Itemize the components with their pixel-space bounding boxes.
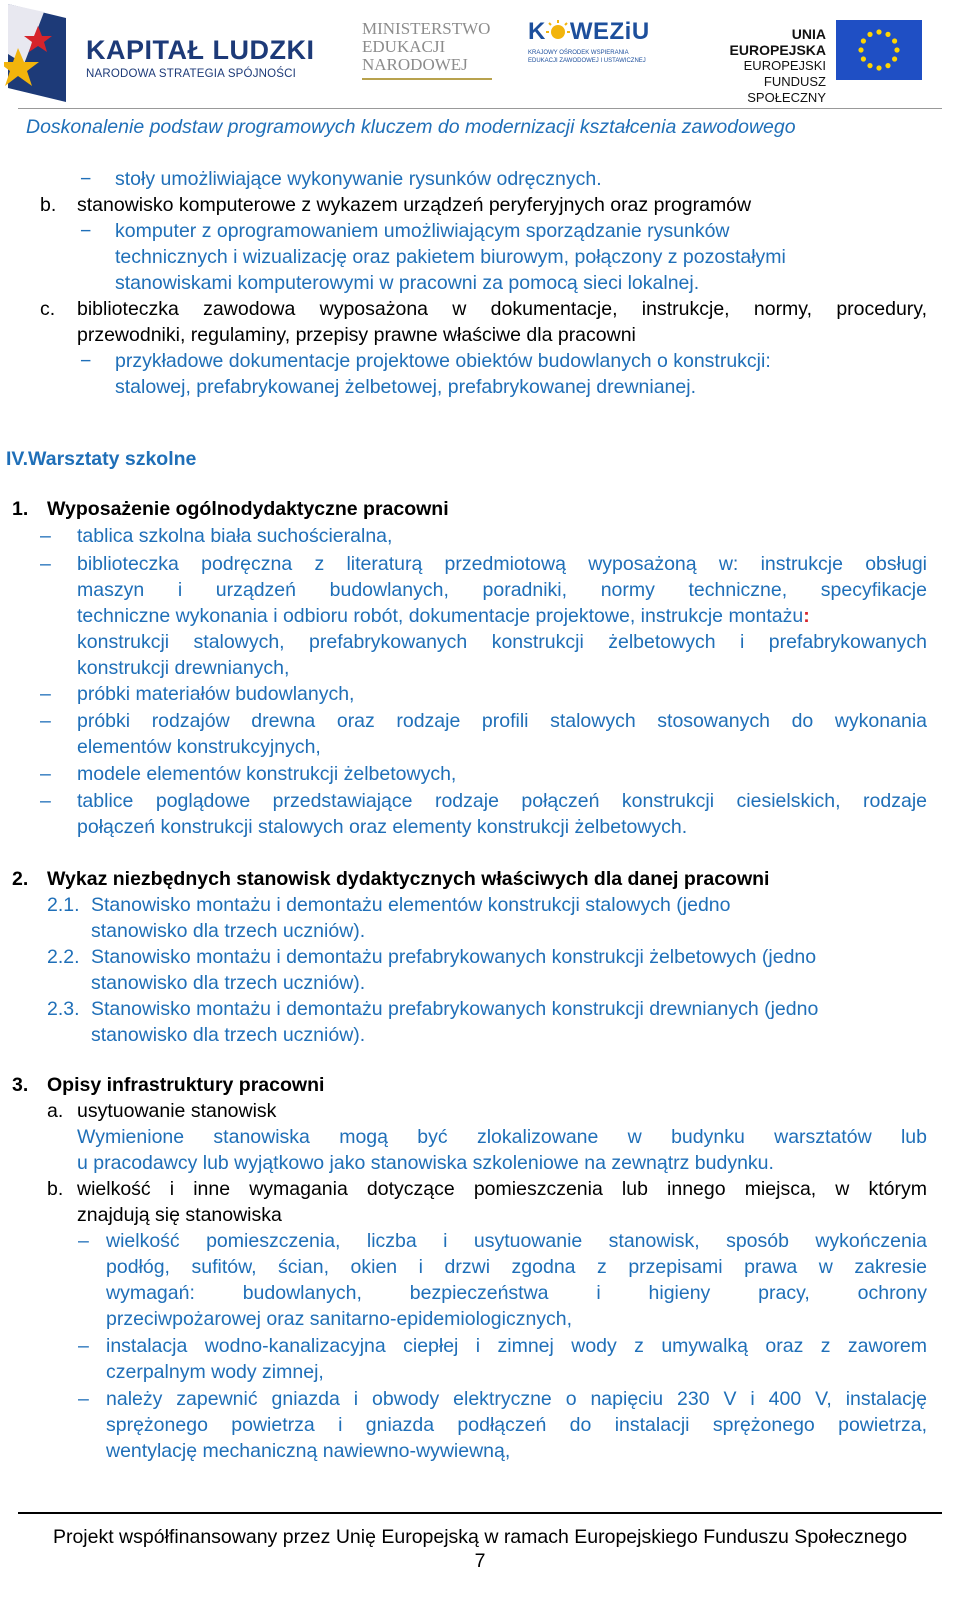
list-item: wielkość pomieszczenia, liczba i usytuowanie stanowisk, sposób wykończenia [106, 1230, 927, 1252]
koweziu-rest: WEZiU [569, 18, 650, 45]
list-item: konstrukcji drewnianych, [77, 657, 290, 679]
list-item: wymagań: budowlanych, bezpieczeństwa i higieny pracy, ochrony [106, 1282, 927, 1304]
section-heading: IV.Warsztaty szkolne [6, 448, 197, 470]
ministry-line-2: EDUKACJI [362, 37, 446, 56]
list-dash: – [40, 710, 51, 732]
list-item: tablica szkolna biała suchościeralna, [77, 525, 393, 547]
ue-line-1: UNIA EUROPEJSKA [729, 26, 826, 58]
koweziu-sub-1: KRAJOWY OŚRODEK WSPIERANIA [528, 50, 629, 56]
list-item: Stanowisko montażu i demontażu elementów konstrukcji stalowych (jedno [91, 894, 731, 916]
list-item: Stanowisko montażu i demontażu prefabrykowanych konstrukcji drewnianych (jedno [91, 998, 819, 1020]
subsection-number: 2. [12, 868, 29, 890]
list-item: stanowisko dla trzech uczniów). [91, 1024, 366, 1046]
ue-line-3: FUNDUSZ SPOŁECZNY [747, 74, 826, 105]
list-dash: – [78, 1388, 89, 1410]
ministry-line-1: MINISTERSTWO [362, 19, 491, 38]
list-item: stoły umożliwiające wykonywanie rysunków odręcznych. [115, 168, 602, 190]
list-item: instalacja wodno-kanalizacyjna ciepłej i zimnej wody z umywalką oraz z zaworem [106, 1335, 927, 1357]
koweziu-k: K [528, 18, 546, 45]
footer-text: Projekt współfinansowany przez Unię Europejską w ramach Europejskiego Funduszu Społecznego [52, 1526, 908, 1548]
list-dash: − [80, 220, 92, 242]
list-dash: − [80, 350, 92, 372]
list-item: komputer z oprogramowaniem umożliwiającym sporządzanie rysunków [115, 220, 730, 242]
list-item: biblioteczka podręczna z literaturą przedmiotową wyposażoną w: instrukcje obsługi [77, 553, 927, 575]
koweziu-sub-2: EDUKACJI ZAWODOWEJ I USTAWICZNEJ [528, 58, 646, 64]
list-item: czerpalnym wody zimnej, [106, 1361, 324, 1383]
list-item-b: wielkość i inne wymagania dotyczące pomieszczenia lub innego miejsca, w którym [77, 1178, 927, 1200]
ministry-rule [362, 78, 492, 80]
list-item: wentylację mechaniczną nawiewno-wywiewną, [106, 1440, 511, 1462]
subsection-number: 1. [12, 498, 29, 520]
list-dash: – [78, 1230, 89, 1252]
list-item-b: stanowisko komputerowe z wykazem urządzeń peryferyjnych oraz programów [77, 194, 752, 216]
page-number: 7 [474, 1550, 486, 1572]
list-item: stanowisko dla trzech uczniów). [91, 920, 366, 942]
list-item: tablice poglądowe przedstawiające rodzaje połączeń konstrukcji ciesielskich, rodzaje [77, 790, 927, 812]
list-item: elementów konstrukcyjnych, [77, 736, 321, 758]
kapital-ludzki-wordmark [86, 36, 314, 80]
koweziu-sun-icon [546, 20, 570, 42]
list-item: technicznych i wizualizację oraz pakietem biurowym, połączony z pozostałymi [115, 246, 786, 268]
header-divider [18, 108, 942, 109]
list-item [77, 603, 810, 629]
list-item-b: znajdują się stanowiska [77, 1204, 282, 1226]
header-logos [0, 0, 960, 110]
list-item: próbki rodzajów drewna oraz rodzaje profili stalowych stosowanych do wykonania [77, 710, 927, 732]
list-item: próbki materiałów budowlanych, [77, 683, 355, 705]
paragraph: Wymienione stanowiska mogą być zlokalizowane w budynku warsztatów lub [77, 1126, 927, 1148]
koweziu-wordmark [528, 18, 650, 46]
koweziu-logo [528, 18, 650, 65]
document-title: Doskonalenie podstaw programowych kluczem do modernizacji kształcenia zawodowego [26, 116, 796, 138]
list-number: 2.2. [47, 946, 80, 968]
footer-divider [18, 1512, 942, 1514]
list-item: połączeń konstrukcji stalowych oraz elementy konstrukcji żelbetowych. [77, 816, 688, 838]
list-number: 2.1. [47, 894, 80, 916]
list-item: modele elementów konstrukcji żelbetowych, [77, 763, 457, 785]
ministry-logo [362, 20, 492, 80]
list-item: stalowej, prefabrykowanej żelbetowej, prefabrykowanej drewnianej. [115, 376, 696, 398]
ue-line-2: EUROPEJSKI [743, 58, 826, 73]
paragraph: u pracodawcy lub wyjątkowo jako stanowiska szkoleniowe na zewnątrz budynku. [77, 1152, 774, 1174]
list-number: 2.3. [47, 998, 80, 1020]
list-item: stanowisko dla trzech uczniów). [91, 972, 366, 994]
ue-wordmark [694, 26, 826, 106]
list-dash: − [80, 168, 92, 190]
list-dash: – [40, 525, 51, 547]
list-item: Stanowisko montażu i demontażu prefabrykowanych konstrukcji żelbetowych (jedno [91, 946, 817, 968]
list-item: konstrukcji stalowych, prefabrykowanych konstrukcji żelbetowych i prefabrykowanych [77, 631, 927, 653]
list-item: stanowiskami komputerowymi w pracowni za pomocą sieci lokalnej. [115, 272, 700, 294]
list-item-c: przewodniki, regulaminy, przepisy prawne właściwe dla pracowni [77, 324, 636, 346]
list-item: należy zapewnić gniazda i obwody elektryczne o napięciu 230 V i 400 V, instalację [106, 1388, 927, 1410]
subsection-title: Wykaz niezbędnych stanowisk dydaktycznych właściwych dla danej pracowni [47, 868, 770, 890]
list-marker-a: a. [47, 1100, 64, 1122]
list-marker-b: b. [40, 194, 57, 216]
kapital-ludzki-logo-icon [4, 4, 66, 102]
list-item: przykładowe dokumentacje projektowe obiektów budowlanych o konstrukcji: [115, 350, 771, 372]
list-item: maszyn i urządzeń budowlanych, poradniki, normy techniczne, specyfikacje [77, 579, 927, 601]
ministry-line-3: NARODOWEJ [362, 55, 468, 74]
kapital-title: KAPITAŁ LUDZKI [86, 35, 315, 65]
subsection-title: Wyposażenie ogólnodydaktyczne pracowni [47, 498, 449, 520]
kapital-subtitle: NARODOWA STRATEGIA SPÓJNOŚCI [86, 68, 297, 80]
list-item-a: usytuowanie stanowisk [77, 1100, 277, 1122]
eu-flag-icon [836, 20, 922, 80]
list-dash: – [40, 763, 51, 785]
list-item-text: techniczne wykonania i odbioru robót, dokumentacje projektowe, instrukcje montażu [77, 605, 804, 627]
list-item-c: biblioteczka zawodowa wyposażona w dokumentacje, instrukcje, normy, procedury, [77, 298, 927, 320]
list-marker-c: c. [40, 298, 56, 320]
subsection-title: Opisy infrastruktury pracowni [47, 1074, 325, 1096]
list-item-colon: : [803, 605, 810, 627]
list-item: sprężonego powietrza i gniazda podłączeń do instalacji sprężonego powietrza, [106, 1414, 927, 1436]
list-dash: – [40, 553, 51, 575]
list-dash: – [40, 790, 51, 812]
list-dash: – [78, 1335, 89, 1357]
list-marker-b: b. [47, 1178, 64, 1200]
list-dash: – [40, 683, 51, 705]
list-item: podłóg, sufitów, ścian, okien i drzwi zgodna z przepisami prawa w zakresie [106, 1256, 927, 1278]
subsection-number: 3. [12, 1074, 29, 1096]
list-item: przeciwpożarowej oraz sanitarno-epidemiologicznych, [106, 1308, 573, 1330]
